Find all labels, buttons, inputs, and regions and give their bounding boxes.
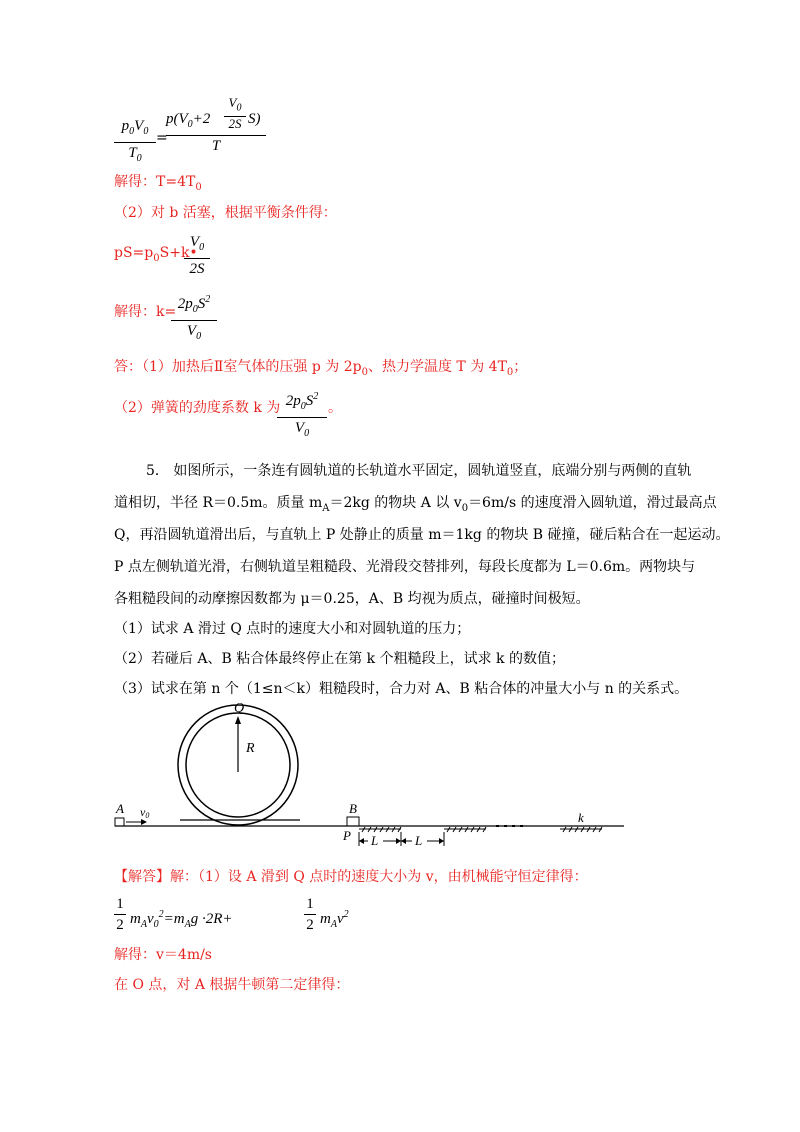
rough-segment-2 — [444, 827, 486, 832]
eq-m2: m — [320, 911, 331, 927]
eq2-frac-num-sub: 0 — [199, 242, 205, 253]
rough-segment-1 — [359, 827, 401, 832]
answer-line1-a: 答：（1）加热后Ⅱ室气体的压强 p 为 2p — [114, 359, 362, 375]
energy-equation — [114, 895, 354, 939]
answer-line1-c: ； — [513, 359, 528, 375]
solution-result: 解得：v＝4m/s — [114, 947, 212, 963]
part2-heading: （2）对 b 活塞，根据平衡条件得： — [114, 205, 337, 221]
problem-line2-sub2: 0 — [461, 502, 469, 514]
formula1-rhs-a-sub: 0 — [187, 119, 193, 130]
block-B — [347, 817, 359, 826]
solve-k-eq: = — [164, 304, 177, 320]
formula1-sub: 0 — [129, 126, 135, 137]
eq-half-num: 1 — [116, 896, 124, 912]
eq2-left-sub: 0 — [153, 252, 160, 264]
answer2-den: V — [294, 420, 305, 436]
formula1-inner-sub: 0 — [236, 102, 242, 114]
solution-line1-text: 解：（1）设 A 滑到 Q 点时的速度大小为 v，由机械能守恒定律得： — [170, 869, 588, 885]
formula1-lhs-fraction — [114, 117, 156, 168]
answer-line-2: （2）弹簧的劲度系数 k 为 — [114, 400, 281, 416]
problem-line2-sub1: A — [322, 502, 330, 514]
label-L2: L — [415, 833, 423, 848]
radius-arrowhead — [235, 716, 241, 724]
solution-line-last: 在 O 点，对 A 根据牛顿第二定律得： — [114, 977, 350, 993]
answer2-num-sub: 0 — [300, 401, 306, 412]
solve-k-num-b: S — [197, 296, 206, 312]
label-k: k — [578, 810, 584, 825]
problem-line2-a: 道相切，半径 R＝0.5m。质量 m — [114, 495, 323, 511]
problem-line-2 — [114, 494, 717, 518]
label-v: v0 — [140, 805, 150, 820]
problem-line-5: 各粗糙段间的动摩擦因数都为 μ＝0.25，A、B 均视为质点，碰撞时间极短。 — [114, 591, 590, 607]
eq-mA: =m — [163, 911, 185, 927]
block-A — [115, 818, 124, 826]
eq-v: v — [336, 911, 344, 927]
answer-line1-sub2: 0 — [506, 366, 514, 378]
formula1-sub2: 0 — [143, 126, 149, 137]
formula1-equals: = — [156, 130, 168, 146]
solve-k-den-sub: 0 — [196, 331, 202, 342]
question-2: （2）若碰后 A、B 粘合体最终停止在第 k 个粗糙段上，试求 k 的数值； — [114, 651, 565, 667]
eq-v-sup: 2 — [343, 909, 349, 920]
answer-line1-sub1: 0 — [361, 366, 368, 378]
formula1-inner-num: V — [228, 95, 237, 110]
question-1: （1）试求 A 滑过 Q 点时的速度大小和对圆轨道的压力； — [114, 621, 471, 637]
problem-line-3: Q，再沿圆轨道滑出后，与直轨上 P 处静止的质量 m＝1kg 的物块 B 碰撞，碰后粘合在一起运动。 — [114, 527, 730, 543]
label-A: A — [116, 801, 124, 816]
formula1-rhs-c: S) — [248, 111, 261, 127]
answer1-sub: 0 — [195, 181, 202, 193]
label-R: R — [246, 741, 255, 756]
solve-k-text: 解得：k — [114, 304, 165, 320]
eq-m2-sub: A — [330, 919, 337, 930]
eq-v0-sub: 0 — [153, 919, 159, 930]
answer2-fraction — [277, 388, 327, 443]
solve-k-prefix — [114, 303, 176, 321]
formula1-rhs-b: +2 — [192, 111, 211, 127]
solution-heading: 【解答】 — [114, 869, 170, 885]
answer2-num: 2p — [285, 393, 301, 409]
problem-line2-c: ＝6m/s 的速度滑入圆轨道，滑过最高点 — [468, 495, 717, 511]
label-Q: Q — [234, 701, 245, 716]
formula1-lhs-num2: V — [134, 118, 144, 134]
answer2-den-sub: 0 — [304, 428, 310, 439]
label-B: B — [349, 801, 357, 816]
solve-k-num: 2p — [177, 296, 193, 312]
formula1-rhs-den: T — [211, 138, 221, 154]
formula1-inner-den: 2S — [228, 115, 242, 131]
eq2-frac-num: V — [189, 234, 200, 250]
solve-k-num-sub: 0 — [192, 304, 198, 315]
eq-m: m — [130, 911, 141, 927]
answer-line-1 — [114, 358, 527, 382]
eq-mA-sub: A — [184, 919, 191, 930]
formula1-den-sub: 0 — [136, 153, 142, 164]
answer2-num-sup: 2 — [313, 391, 319, 402]
answer-temperature — [114, 173, 202, 197]
label-P: P — [343, 828, 351, 843]
solve-k-fraction — [171, 291, 217, 346]
solve-k-den: V — [186, 323, 197, 339]
answer2-end: 。 — [328, 400, 342, 416]
label-L1: L — [371, 833, 379, 848]
eq-g2R: g ·2R+ — [190, 911, 233, 927]
answer-line1-b: 、热力学温度 T 为 4T — [367, 359, 507, 375]
formula1-rhs-a: p(V — [166, 111, 188, 127]
formula1-rhs-fraction — [166, 96, 266, 155]
eq-v0: v — [146, 911, 154, 927]
eq2-frac-den: 2S — [189, 261, 205, 277]
question-3: （3）试求在第 n 个（1≤n＜k）粗糙段时，合力对 A、B 粘合体的冲量大小与 n 的关系式。 — [114, 681, 689, 697]
eq-half-num-2: 1 — [306, 896, 314, 912]
formula1-lhs-den: T — [128, 145, 137, 161]
answer2-num-b: S — [305, 393, 314, 409]
eq-half-den: 2 — [116, 917, 124, 933]
eq-half-den-2: 2 — [306, 917, 314, 933]
eq2-left: pS=p — [114, 245, 154, 261]
eq2-fraction — [184, 233, 210, 278]
track-diagram — [100, 698, 640, 848]
solution-line-1 — [114, 868, 588, 886]
solve-k-num-sup: 2 — [205, 294, 211, 305]
rough-segment-k — [560, 827, 602, 832]
eq2-mid: S+k• — [159, 245, 198, 261]
eq-v0-sup: 2 — [158, 909, 164, 920]
problem-line-4: P 点左侧轨道光滑，右侧轨道呈粗糙段、光滑段交替排列，每段长度都为 L＝0.6m。两物块与 — [114, 559, 696, 575]
eq-m-sub: A — [140, 919, 147, 930]
problem-line-1: 5． 如图所示，一条连有圆轨道的长轨道水平固定，圆轨道竖直，底端分别与两侧的直轨 — [146, 463, 692, 479]
problem-line2-b: ＝2kg 的物块 A 以 v — [329, 495, 462, 511]
formula1-lhs-num: p — [121, 118, 130, 134]
answer1-text: 解得：T=4T — [114, 174, 196, 190]
